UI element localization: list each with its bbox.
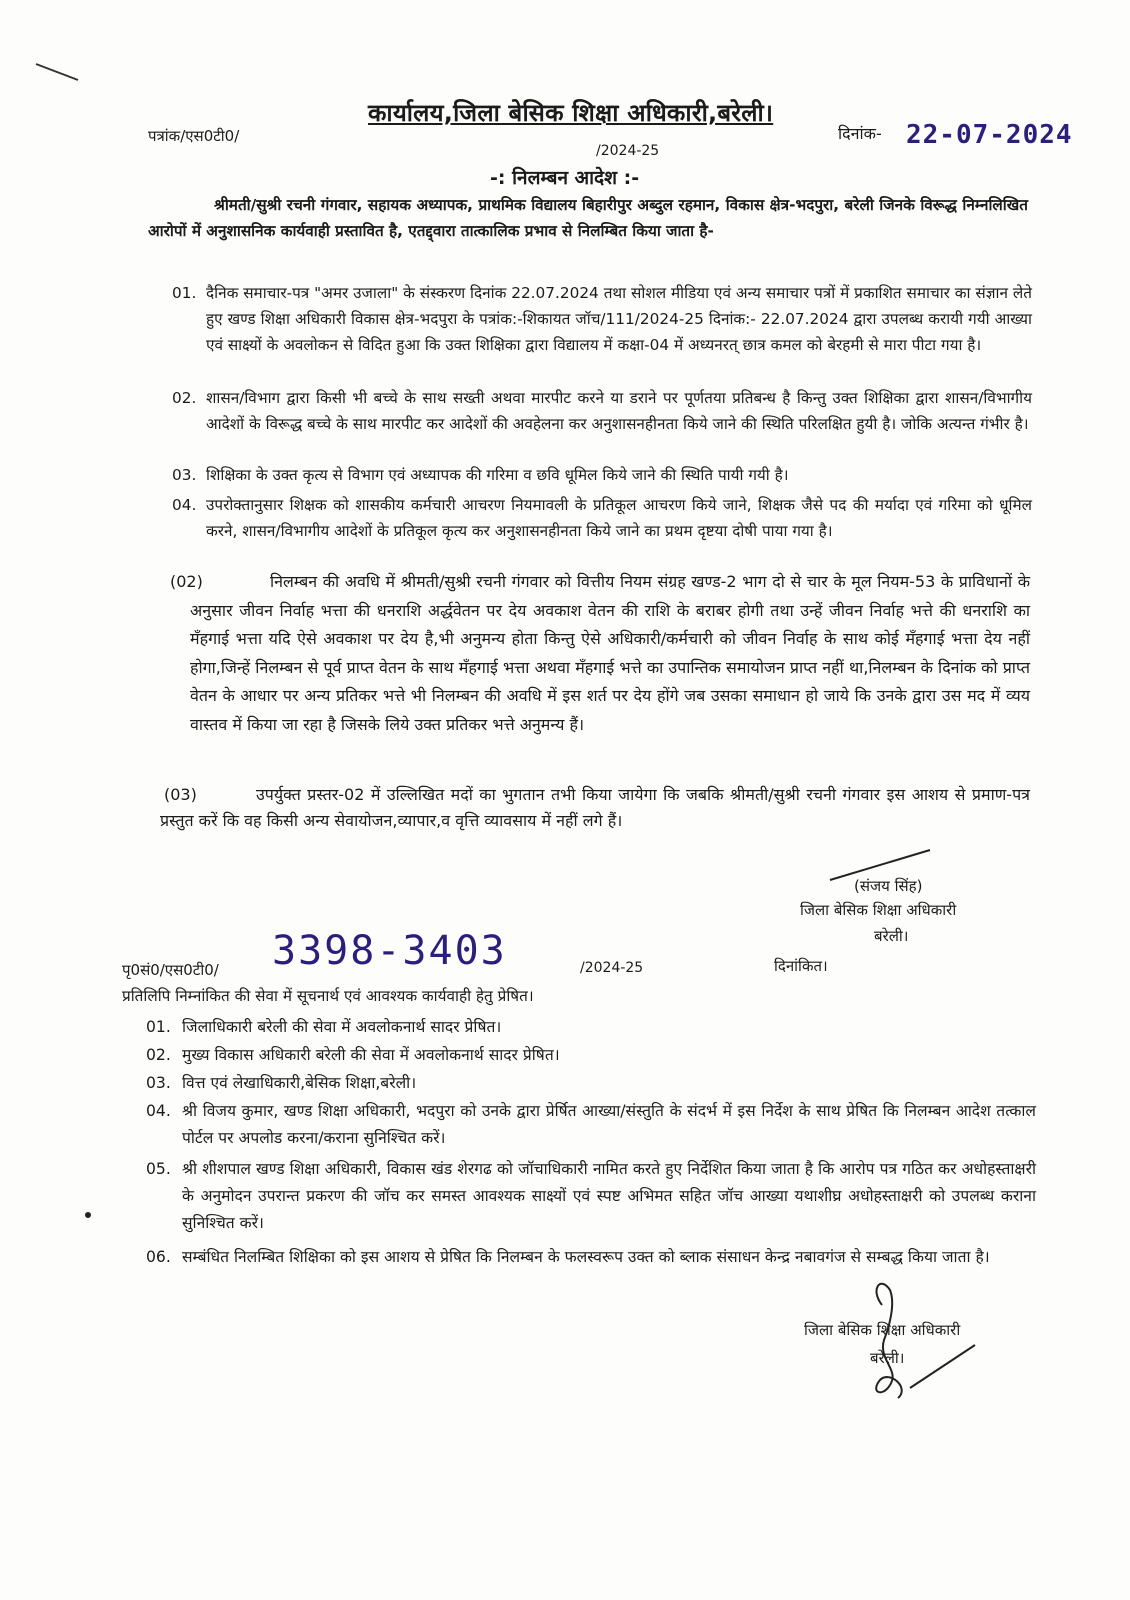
- copy-item-text: वित्त एवं लेखाधिकारी,बेसिक शिक्षा,बरेली।: [182, 1074, 417, 1092]
- copy-item-number: 04.: [146, 1102, 171, 1120]
- copy-item-number: 06.: [146, 1248, 171, 1266]
- signature-scribble: [876, 1284, 975, 1398]
- charge-number: 04.: [172, 496, 197, 514]
- paragraph-text: उपर्युक्त प्रस्तर-02 में उल्लिखित मदों का भुगतान तभी किया जायेगा कि जबकि श्रीमती/सुश्री रचनी गंगवार इस आशय से प्रमाण-पत्र प्रस्तुत करें कि वह किसी अन्य सेवायोजन,व्यापार,व वृत्ति व्यावसाय में नहीं लगे हैं।: [160, 785, 1030, 830]
- copy-item-number: 01.: [146, 1018, 171, 1036]
- signatory-place: बरेली।: [874, 927, 909, 945]
- charge-text: शिक्षिका के उक्त कृत्य से विभाग एवं अध्यापक की गरिमा व छवि धूमिल किये जाने की स्थिति पायी गयी है।: [206, 466, 789, 484]
- charge-number: 03.: [172, 466, 197, 484]
- signatory-title-2: जिला बेसिक शिक्षा अधिकारी: [804, 1321, 961, 1339]
- copy-intro: प्रतिलिपि निम्नांकित की सेवा में सूचनार्थ एवं आवश्यक कार्यवाही हेतु प्रेषित।: [122, 987, 534, 1005]
- signatory-title: जिला बेसिक शिक्षा अधिकारी: [800, 901, 957, 919]
- copy-item-text: श्री विजय कुमार, खण्ड शिक्षा अधिकारी, भदपुरा को उनके द्वारा प्रेर्षित आख्या/संस्तुति के संदर्भ में इस निर्देश के साथ प्रेषित कि निलम्बन आदेश तत्काल पोर्टल पर अपलोड करना/कराना सुनिश्चित करें।: [182, 1102, 1036, 1147]
- handwritten-dispatch-number: 3398-3403: [272, 928, 507, 974]
- intro-paragraph: श्रीमती/सुश्री रचनी गंगवार, सहायक अध्यापक, प्राथमिक विद्यालय बिहारीपुर अब्दुल रहमान, विकास क्षेत्र-भदपुरा, बरेली जिनके विरूद्ध निम्नलिखित आरोपों में अनुशासनिक कार्यवाही प्रस्तावित है, एतद्द्वारा तात्कालिक प्रभाव से निलम्बित किया जाता है-: [148, 196, 1028, 240]
- office-title: कार्यालय,जिला बेसिक शिक्षा अधिकारी,बरेली।: [368, 99, 774, 127]
- paragraph-text: निलम्बन की अवधि में श्रीमती/सुश्री रचनी गंगवार को वित्तीय नियम संग्रह खण्ड-2 भाग दो से चार के मूल नियम-53 के प्राविधानों के अनुसार जीवन निर्वाह भत्ता की धनराशि अर्द्धवेतन पर देय अवकाश वेतन की राशि के बराबर होगी तथा उन्हें जीवन निर्वाह भत्ते की धनराशि का मँहगाई भत्ता यदि ऐसे अवकाश पर देय है,भी अनुमन्य होता किन्तु ऐसे अधिकारी/कर्मचारी को जीवन निर्वाह के साथ कोई मँहगाई भत्ता देय नहीं होगा,जिन्हें निलम्बन से पूर्व प्राप्त वेतन के साथ मँहगाई भत्ता अथवा मँहगाई भत्ते का उपान्तिक समायोजन प्राप्त नहीं था,निलम्बन के दिनांक को प्राप्त वेतन के आधार पर अन्य प्रतिकर भत्ते भी निलम्बन की अवधि में इस शर्त पर देय होंगे जब उसका समाधान हो जाये कि उनके द्वारा उस मद में व्यय वास्तव में किया जा रहा है जिसके लिये उक्त प्रतिकर भत्ते अनुमन्य हैं।: [190, 572, 1030, 734]
- session-year: /2024-25: [596, 143, 660, 159]
- charge-number: 02.: [172, 389, 197, 407]
- copy-item-number: 05.: [146, 1160, 171, 1178]
- copy-item-text: जिलाधिकारी बरेली की सेवा में अवलोकनार्थ सादर प्रेषित।: [182, 1018, 502, 1036]
- copy-item-number: 02.: [146, 1046, 171, 1064]
- copy-reference-label: पृ0सं0/एस0टी0/: [122, 961, 219, 979]
- charge-number: 01.: [172, 284, 197, 302]
- signature-stroke: [830, 850, 930, 880]
- copy-item-text: मुख्य विकास अधिकारी बरेली की सेवा में अवलोकनार्थ सादर प्रेषित।: [182, 1046, 560, 1064]
- copy-item-text: सम्बंधित निलम्बित शिक्षिका को इस आशय से प्रेषित कि निलम्बन के फलस्वरूप उक्त को ब्लाक संसाधन केन्द्र नबावगंज से सम्बद्ध किया जाता है।: [182, 1248, 990, 1266]
- charge-text: उपरोक्तानुसार शिक्षक को शासकीय कर्मचारी आचरण नियमावली के प्रतिकूल आचरण किये जाने, शिक्षक जैसे पद की मर्यादा एवं गरिमा को धूमिल करने, शासन/विभागीय आदेशों के प्रतिकूल कृत्य कर अनुशासनहीनता किये जाने का प्रथम दृष्टया दोषी पाया गया है।: [206, 496, 1032, 540]
- charge-text: दैनिक समाचार-पत्र "अमर उजाला" के संस्करण दिनांक 22.07.2024 तथा सोशल मीडिया एवं अन्य समाचार पत्रों में प्रकाशित समाचार का संज्ञान लेते हुए खण्ड शिक्षा अधिकारी विकास क्षेत्र-भदपुरा के पत्रांक:-शिकायत जॉच/111/2024-25 दिनांक:- 22.07.2024 द्वारा उपलब्ध करायी गयी आख्या एवं साक्ष्यों के अवलोकन से विदित हुआ कि उक्त शिक्षिका द्वारा विद्यालय में कक्षा-04 में अध्यनरत् छात्र कमल को बेरहमी से मारा पीटा गया है।: [206, 284, 1032, 354]
- date-label: दिनांक-: [838, 124, 882, 143]
- copy-item-number: 03.: [146, 1074, 171, 1092]
- order-subject: -: निलम्बन आदेश :-: [490, 167, 640, 189]
- charge-text: शासन/विभाग द्वारा किसी भी बच्चे के साथ सख्ती अथवा मारपीट करने या डराने पर पूर्णतया प्रतिबन्ध है किन्तु उक्त शिक्षिका द्वारा शासन/विभागीय आदेशों के विरूद्ध बच्चे के साथ मारपीट कर आदेशों की अवहेलना कर अनुशासनहीनता किये जाने की स्थिति परिलक्षित हुयी है। जोकि अत्यन्त गंभीर है।: [206, 389, 1032, 433]
- handwritten-date: 22-07-2024: [906, 120, 1073, 150]
- paragraph-number: (03): [164, 785, 197, 804]
- ink-dot: [85, 1212, 91, 1218]
- copy-dated-label: दिनांकित।: [774, 957, 828, 975]
- copy-session-year: /2024-25: [580, 960, 644, 976]
- paragraph-number: (02): [170, 572, 203, 591]
- reference-number-label: पत्रांक/एस0टी0/: [148, 127, 240, 145]
- signatory-place-2: बरेली।: [870, 1349, 905, 1367]
- stray-pen-mark: [36, 64, 78, 80]
- signatory-name: (संजय सिंह): [854, 877, 923, 895]
- copy-item-text: श्री शीशपाल खण्ड शिक्षा अधिकारी, विकास खंड शेरगढ को जॉचाधिकारी नामित करते हुए निर्देशित किया जाता है कि आरोप पत्र गठित कर अधोहस्ताक्षरी के अनुमोदन उपरान्त प्रकरण की जॉच कर समस्त आवश्यक साक्ष्यों एवं स्पष्ट अभिमत सहित जॉच आख्या यथाशीघ्र अधोहस्ताक्षरी को उपलब्ध कराना सुनिश्चित करें।: [182, 1160, 1037, 1232]
